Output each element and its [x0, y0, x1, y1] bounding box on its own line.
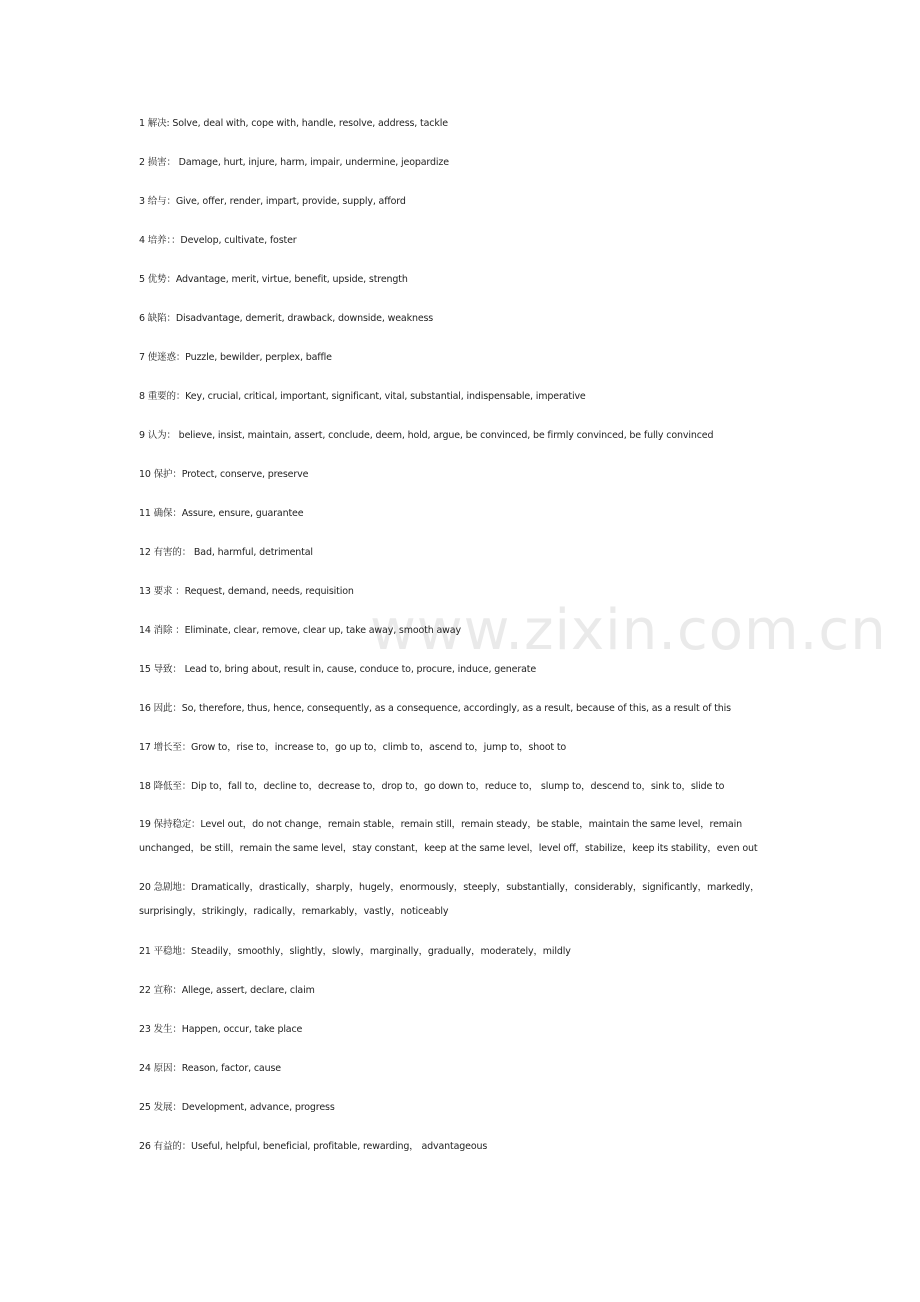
entry-11: 11 确保：Assure, ensure, guarantee — [139, 508, 304, 519]
entry-1: 1 解决: Solve, deal with, cope with, handle, resolve, address, tackle — [139, 118, 448, 129]
entry-24: 24 原因：Reason, factor, cause — [139, 1063, 281, 1074]
entry-5: 5 优势：Advantage, merit, virtue, benefit, upside, strength — [139, 274, 408, 285]
watermark: www.zixin.com.cn — [370, 598, 887, 663]
entry-18: 18 降低至：Dip to，fall to，decline to，decrease to，drop to，go down to，reduce to， slump to，descend to，sink to，slide to — [139, 781, 725, 792]
entry-2: 2 损害： Damage, hurt, injure, harm, impair, undermine, jeopardize — [139, 157, 449, 168]
entry-7: 7 使迷惑：Puzzle, bewilder, perplex, baffle — [139, 352, 332, 363]
entry-17: 17 增长至：Grow to，rise to，increase to，go up to，climb to，ascend to，jump to，shoot to — [139, 742, 567, 753]
entry-25: 25 发展：Development, advance, progress — [139, 1102, 335, 1113]
entry-23: 23 发生：Happen, occur, take place — [139, 1024, 303, 1035]
entry-4: 4 培养：：Develop, cultivate, foster — [139, 235, 297, 246]
entry-22: 22 宣称：Allege, assert, declare, claim — [139, 985, 315, 996]
entry-14: 14 消除 ：Eliminate, clear, remove, clear up, take away, smooth away — [139, 625, 461, 636]
entry-10: 10 保护：Protect, conserve, preserve — [139, 469, 309, 480]
entry-9: 9 认为： believe, insist, maintain, assert, conclude, deem, hold, argue, be convinced, be firmly convinced, be fully convinced — [139, 430, 714, 441]
entry-3: 3 给与：Give, offer, render, impart, provide, supply, afford — [139, 196, 406, 207]
entry-8: 8 重要的：Key, crucial, critical, important, significant, vital, substantial, indispensable, imperative — [139, 391, 586, 402]
entry-20: 20 急剧地：Dramatically，drastically，sharply，hugely，enormously，steeply，substantially，considerably，significantly，markedly，surprisingly，strikingly，radically，remarkably，vastly，noticeably — [139, 882, 760, 917]
entry-16: 16 因此：So, therefore, thus, hence, consequently, as a consequence, accordingly, as a result, because of this, as a result of this — [139, 703, 731, 714]
entry-15: 15 导致： Lead to, bring about, result in, cause, conduce to, procure, induce, generate — [139, 664, 537, 675]
entry-19: 19 保持稳定：Level out，do not change，remain stable，remain still，remain steady，be stable，maintain the same level，remain unchanged，be still，remain the same level，stay constant，keep at the same level，level off，stabilize，keep its stability，even out — [139, 819, 758, 854]
entry-6: 6 缺陷：Disadvantage, demerit, drawback, downside, weakness — [139, 313, 434, 324]
entry-12: 12 有害的： Bad, harmful, detrimental — [139, 547, 313, 558]
entry-13: 13 要求 ：Request, demand, needs, requisition — [139, 586, 354, 597]
entry-26: 26 有益的：Useful, helpful, beneficial, profitable, rewarding， advantageous — [139, 1141, 488, 1152]
entry-21: 21 平稳地：Steadily，smoothly，slightly，slowly，marginally，gradually，moderately，mildly — [139, 946, 571, 957]
